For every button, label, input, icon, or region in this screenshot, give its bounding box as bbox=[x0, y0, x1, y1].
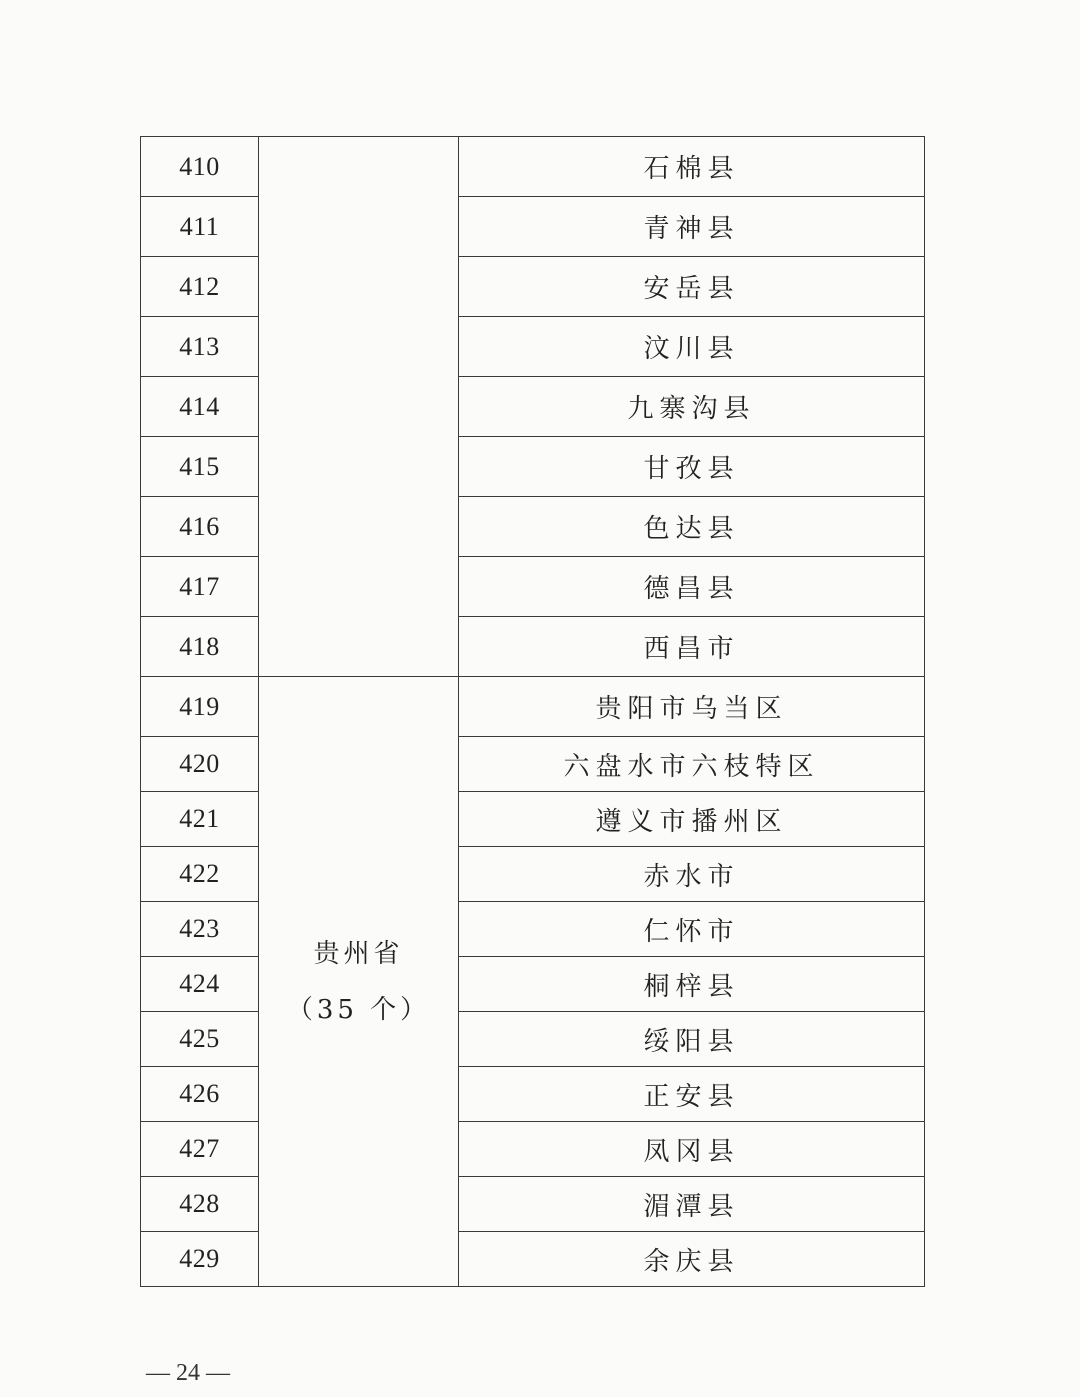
table-row bbox=[141, 617, 925, 677]
county-name: 桐梓县 bbox=[459, 957, 925, 1012]
county-name: 汶川县 bbox=[459, 317, 925, 377]
row-number: 418 bbox=[141, 617, 259, 677]
table-row bbox=[141, 957, 925, 1012]
row-number: 410 bbox=[141, 137, 259, 197]
county-name: 安岳县 bbox=[459, 257, 925, 317]
row-number: 426 bbox=[141, 1067, 259, 1122]
table-row bbox=[141, 317, 925, 377]
row-number: 419 bbox=[141, 677, 259, 737]
county-name: 仁怀市 bbox=[459, 902, 925, 957]
table-row bbox=[141, 497, 925, 557]
row-number: 429 bbox=[141, 1232, 259, 1287]
table-row bbox=[141, 1177, 925, 1232]
county-name: 石棉县 bbox=[459, 137, 925, 197]
province-count: （35 个） bbox=[286, 994, 431, 1025]
county-name: 余庆县 bbox=[459, 1232, 925, 1287]
table-row bbox=[141, 847, 925, 902]
county-name: 湄潭县 bbox=[459, 1177, 925, 1232]
row-number: 423 bbox=[141, 902, 259, 957]
table-row bbox=[141, 137, 925, 197]
county-name: 凤冈县 bbox=[459, 1122, 925, 1177]
table-row bbox=[141, 257, 925, 317]
table-row bbox=[141, 437, 925, 497]
county-name: 六盘水市六枝特区 bbox=[459, 737, 925, 792]
row-number: 422 bbox=[141, 847, 259, 902]
county-name: 遵义市播州区 bbox=[459, 792, 925, 847]
table-row bbox=[141, 737, 925, 792]
table-row bbox=[141, 1067, 925, 1122]
row-number: 411 bbox=[141, 197, 259, 257]
row-number: 417 bbox=[141, 557, 259, 617]
table-row bbox=[141, 1122, 925, 1177]
table-row bbox=[141, 377, 925, 437]
row-number: 420 bbox=[141, 737, 259, 792]
table-row bbox=[141, 1232, 925, 1287]
county-name: 正安县 bbox=[459, 1067, 925, 1122]
county-name: 青神县 bbox=[459, 197, 925, 257]
page-number: — 24 — bbox=[146, 1360, 230, 1386]
county-name: 德昌县 bbox=[459, 557, 925, 617]
table-row bbox=[141, 902, 925, 957]
province-cell bbox=[259, 677, 459, 1287]
row-number: 416 bbox=[141, 497, 259, 557]
county-name: 色达县 bbox=[459, 497, 925, 557]
row-number: 425 bbox=[141, 1012, 259, 1067]
province-cell-continued bbox=[259, 137, 459, 677]
table-row bbox=[141, 677, 925, 737]
row-number: 428 bbox=[141, 1177, 259, 1232]
county-list-table bbox=[140, 136, 925, 1287]
row-number: 414 bbox=[141, 377, 259, 437]
row-number: 412 bbox=[141, 257, 259, 317]
county-name: 赤水市 bbox=[459, 847, 925, 902]
province-name: 贵州省 bbox=[313, 938, 404, 969]
county-name: 贵阳市乌当区 bbox=[459, 677, 925, 737]
row-number: 424 bbox=[141, 957, 259, 1012]
table-row bbox=[141, 1012, 925, 1067]
table-row bbox=[141, 557, 925, 617]
county-name: 西昌市 bbox=[459, 617, 925, 677]
county-name: 九寨沟县 bbox=[459, 377, 925, 437]
row-number: 427 bbox=[141, 1122, 259, 1177]
row-number: 415 bbox=[141, 437, 259, 497]
row-number: 421 bbox=[141, 792, 259, 847]
row-number: 413 bbox=[141, 317, 259, 377]
table-row bbox=[141, 792, 925, 847]
county-name: 绥阳县 bbox=[459, 1012, 925, 1067]
table-row bbox=[141, 197, 925, 257]
county-name: 甘孜县 bbox=[459, 437, 925, 497]
